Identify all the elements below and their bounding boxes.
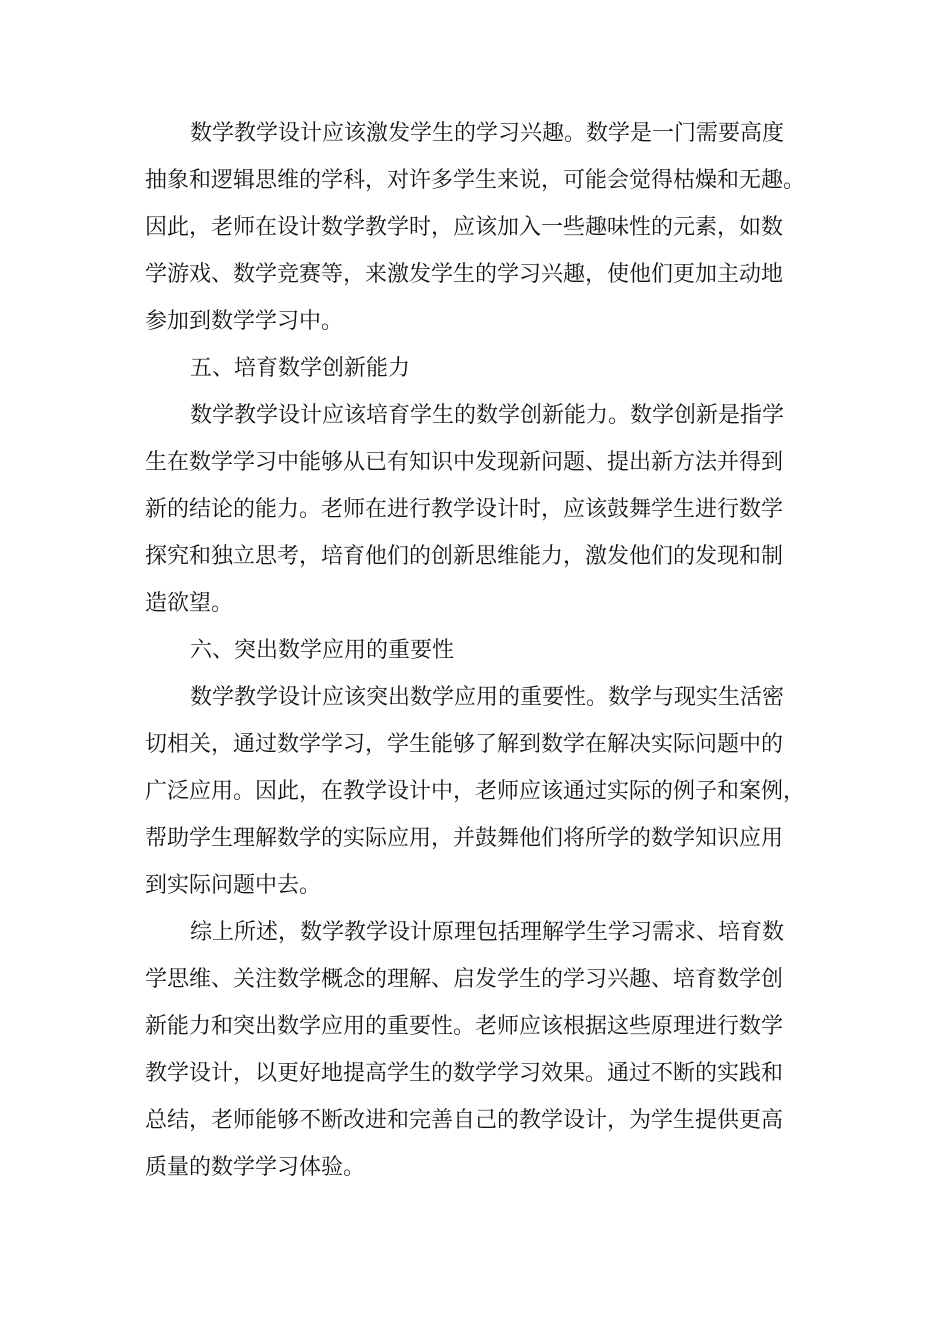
paragraph-interest: [145, 110, 805, 345]
section-heading-6: 六、突出数学应用的重要性: [190, 638, 455, 663]
text-line: 探究和独立思考，培育他们的创新思维能力，激发他们的发现和制: [145, 544, 784, 569]
text-line: 新能力和突出数学应用的重要性。老师应该根据这些原理进行数学: [145, 1014, 784, 1039]
paragraph-innovation: [145, 392, 805, 627]
text-line: 综上所述，数学教学设计原理包括理解学生学习需求、培育数: [190, 920, 785, 945]
paragraph-summary: [145, 909, 805, 1191]
text-line: 切相关，通过数学学习，学生能够了解到数学在解决实际问题中的: [145, 732, 784, 757]
text-line: 到实际问题中去。: [145, 873, 322, 898]
text-line: 生在数学学习中能够从已有知识中发现新问题、提出新方法并得到: [145, 450, 784, 475]
text-line: 抽象和逻辑思维的学科，对许多学生来说，可能会觉得枯燥和无趣。: [145, 168, 806, 193]
section-heading-5: 五、培育数学创新能力: [190, 356, 411, 381]
paragraph-application: [145, 674, 805, 909]
text-line: 造欲望。: [145, 591, 234, 616]
text-line: 参加到数学学习中。: [145, 309, 344, 334]
text-line: 教学设计，以更好地提高学生的数学学习效果。通过不断的实践和: [145, 1061, 784, 1086]
document-body: [145, 110, 805, 1191]
text-line: 帮助学生理解数学的实际应用，并鼓舞他们将所学的数学知识应用: [145, 826, 784, 851]
text-line: 质量的数学学习体验。: [145, 1155, 366, 1180]
text-line: 数学教学设计应该培育学生的数学创新能力。数学创新是指学: [190, 403, 785, 428]
text-line: 广泛应用。因此，在教学设计中，老师应该通过实际的例子和案例，: [145, 779, 806, 804]
text-line: 数学教学设计应该突出数学应用的重要性。数学与现实生活密: [190, 685, 785, 710]
text-line: 学思维、关注数学概念的理解、启发学生的学习兴趣、培育数学创: [145, 967, 784, 992]
text-line: 因此，老师在设计数学教学时，应该加入一些趣味性的元素，如数: [145, 215, 784, 240]
text-line: 总结，老师能够不断改进和完善自己的教学设计，为学生提供更高: [145, 1108, 784, 1133]
text-line: 新的结论的能力。老师在进行教学设计时，应该鼓舞学生进行数学: [145, 497, 784, 522]
text-line: 学游戏、数学竞赛等，来激发学生的学习兴趣，使他们更加主动地: [145, 262, 784, 287]
text-line: 数学教学设计应该激发学生的学习兴趣。数学是一门需要高度: [190, 121, 785, 146]
